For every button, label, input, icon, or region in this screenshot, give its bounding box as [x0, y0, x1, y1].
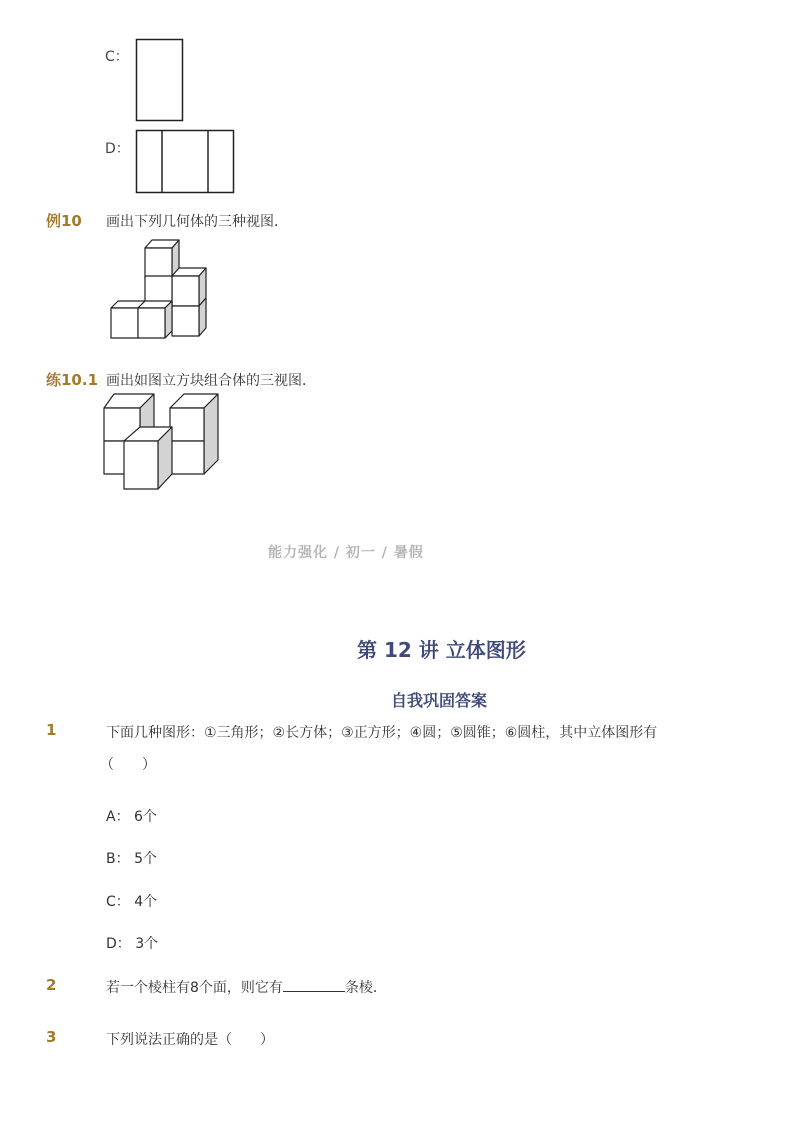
answer-blank[interactable] — [283, 977, 345, 992]
example-text: 画出下列几何体的三种视图． — [106, 214, 288, 230]
question-2-text-after: 条棱． — [344, 980, 387, 996]
question-1-option-c[interactable] — [106, 891, 157, 911]
question-1-text-line2: （ ） — [100, 757, 156, 773]
option-label: C： — [106, 894, 130, 910]
option-label: B： — [106, 851, 130, 867]
option-label: A： — [106, 809, 130, 825]
option-value: 6个 — [134, 809, 157, 825]
question-2-text-before: 若一个棱柱有8个面，则它有 — [106, 980, 283, 996]
question-2-number: 2 — [46, 976, 57, 994]
page-footer: 能力强化 / 初一 / 暑假 — [268, 545, 424, 561]
example-number: 例10 — [46, 212, 82, 230]
lecture-subtitle: 自我巩固答案 — [391, 691, 488, 710]
option-d-label: D： — [105, 141, 130, 157]
question-1-number: 1 — [46, 721, 57, 739]
lecture-title: 第 12 讲 立体图形 — [357, 638, 526, 662]
practice-number: 练10.1 — [46, 371, 99, 389]
practice10-cube-figure — [102, 392, 224, 492]
question-1-text-line1: 下面几种图形：①三角形；②长方体；③正方形；④圆；⑤圆锥；⑥圆柱，其中立体图形有 — [106, 725, 658, 741]
option-c-figure — [135, 38, 185, 124]
option-c-label: C： — [105, 49, 129, 65]
option-d-figure — [135, 129, 237, 195]
option-value: 5个 — [134, 851, 157, 867]
question-3-number: 3 — [46, 1028, 57, 1046]
question-1-option-a[interactable] — [106, 806, 157, 826]
question-1-option-d[interactable] — [106, 933, 158, 953]
example10-cube-figure — [104, 238, 214, 342]
practice-text: 画出如图立方块组合体的三视图． — [106, 373, 316, 389]
option-value: 3个 — [135, 936, 159, 952]
option-value: 4个 — [134, 894, 158, 910]
option-label: D： — [106, 936, 131, 952]
question-1-option-b[interactable] — [106, 848, 157, 868]
question-2-text — [106, 977, 387, 997]
question-3-text: 下列说法正确的是（ ） — [106, 1032, 274, 1048]
